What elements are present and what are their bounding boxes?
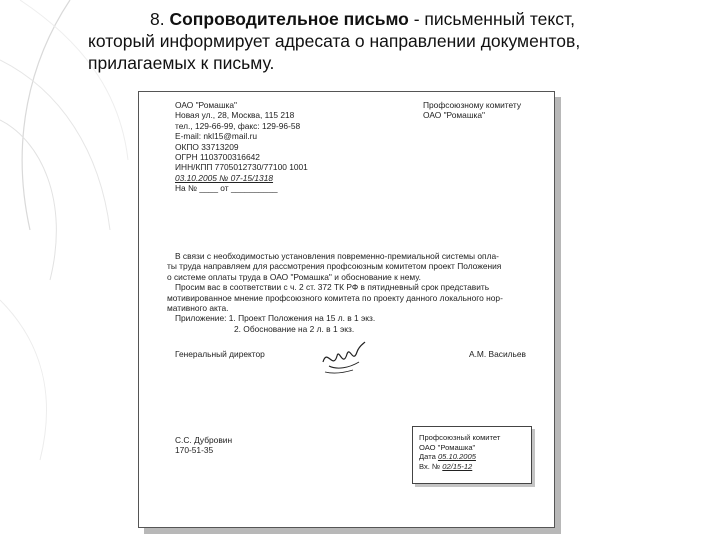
- signer-name: А.М. Васильев: [469, 349, 527, 359]
- registration-line: 03.10.2005 № 07-15/1318: [175, 172, 274, 183]
- stamp-date-label: Дата: [419, 452, 436, 462]
- heading-number: 8.: [150, 9, 165, 29]
- attachment-line-1: Приложение: 1. Проект Положения на 15 л. в 1 экз.: [175, 313, 376, 324]
- sender-line: тел., 129-66-99, факс: 129-96-58: [175, 120, 301, 131]
- stamp-number-label: Вх. №: [419, 461, 441, 471]
- heading-line1-rest: - письменный текст,: [408, 9, 575, 29]
- sender-line: ИНН/КПП 7705012730/77100 1001: [175, 162, 308, 173]
- stamp-number-value: 02/15-12: [442, 461, 473, 471]
- heading-line2: который информирует адресата о направлении документов,: [88, 31, 581, 51]
- registration-stamp: [412, 426, 532, 484]
- letter-sample: [138, 91, 555, 528]
- sender-line: ОГРН 1103700316642: [175, 152, 260, 163]
- signer-title: Генеральный директор: [175, 349, 265, 359]
- decorative-curves: [0, 0, 130, 540]
- body-line: ты труда направляем для рассмотрения профсоюзным комитетом проект Положения: [167, 261, 502, 272]
- body-line: Просим вас в соответствии с ч. 2 ст. 372 ТК РФ в пятидневный срок представить: [175, 282, 490, 293]
- stamp-line: ОАО "Ромашка": [419, 442, 476, 452]
- stamp-date-value: 05.10.2005: [437, 452, 476, 462]
- contact-block: [175, 435, 232, 456]
- sender-line: Новая ул., 28, Москва, 115 218: [175, 110, 295, 121]
- recipient-line: Профсоюзному комитету: [423, 100, 522, 110]
- recipient-block: [423, 100, 521, 121]
- sender-line: E-mail: nkl15@mail.ru: [175, 131, 258, 142]
- stamp-date-row: [419, 452, 525, 462]
- body-line: мотивированное мнение профсоюзного комитета по проекту данного локального нор-: [167, 292, 503, 303]
- body-line: мативного акта.: [167, 303, 229, 314]
- contact-name: С.С. Дубровин: [175, 435, 233, 445]
- letter-body: [167, 251, 533, 334]
- attachment-line-2: 2. Обоснование на 2 л. в 1 экз.: [234, 323, 355, 334]
- handwritten-signature: [319, 340, 367, 376]
- stamp-number-row: [419, 462, 525, 472]
- sender-line: ОАО "Ромашка": [175, 100, 238, 110]
- stamp-line: Профсоюзный комитет: [419, 433, 501, 442]
- heading-term: Сопроводительное письмо: [169, 9, 409, 29]
- body-line: В связи с необходимостью установления повременно-премиальной системы опла-: [175, 251, 499, 261]
- body-line: о системе оплаты труда в ОАО "Ромашка" и обоснование к нему.: [167, 271, 421, 282]
- recipient-line: ОАО "Ромашка": [423, 110, 486, 121]
- contact-phone: 170-51-35: [175, 445, 214, 456]
- heading-line3: прилагаемых к письму.: [88, 53, 275, 73]
- slide-heading: [88, 8, 708, 74]
- sender-block: [175, 100, 308, 194]
- reply-reference-line: На № ____ от __________: [175, 183, 278, 194]
- sender-line: ОКПО 33713209: [175, 141, 239, 152]
